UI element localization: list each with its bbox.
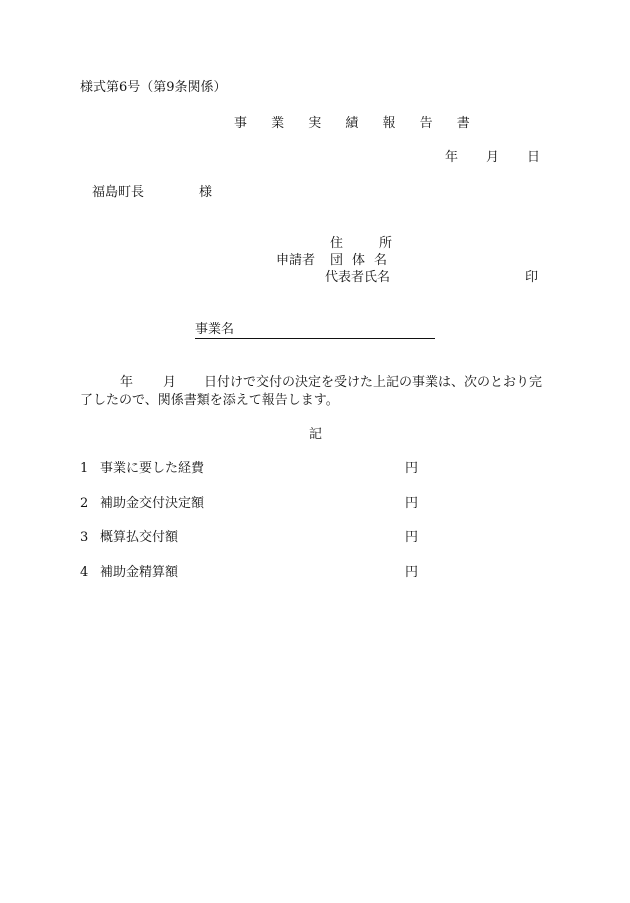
- item-unit: 円: [405, 565, 419, 580]
- project-name-label: 事業名: [195, 322, 235, 337]
- group-label-char-2: 体: [352, 253, 366, 268]
- item-row: [80, 566, 178, 579]
- item-number: 1: [80, 461, 89, 476]
- item-label: 補助金交付決定額: [100, 496, 205, 511]
- body-line1-rest: 日付けで交付の決定を受けた上記の事業は、次のとおり完: [204, 375, 543, 390]
- body-text-line-2: 了したので、関係書類を添えて報告します。: [80, 393, 339, 408]
- item-unit: 円: [405, 530, 419, 545]
- group-label-char-3: 名: [374, 253, 388, 268]
- address-label: [330, 237, 392, 250]
- body-year: 年: [120, 375, 134, 390]
- item-number: 4: [80, 565, 89, 580]
- date-year-label: 年: [445, 150, 459, 165]
- ki-heading: 記: [309, 427, 323, 442]
- addressee-honorific: 様: [199, 185, 213, 200]
- address-label-char-1: 住: [330, 236, 344, 251]
- item-number: 3: [80, 530, 89, 545]
- representative-name-label: 代表者氏名: [325, 270, 391, 285]
- document-title: 事 業 実 績 報 告 書: [234, 116, 480, 131]
- item-number: 2: [80, 496, 89, 511]
- item-label: 事業に要した経費: [100, 461, 205, 476]
- group-label-char-1: 団: [330, 253, 344, 268]
- item-label: 概算払交付額: [100, 530, 179, 545]
- group-name-label: [330, 254, 387, 267]
- date-month-label: 月: [486, 150, 500, 165]
- item-unit: 円: [405, 496, 419, 511]
- item-row: [80, 531, 178, 544]
- item-unit: 円: [405, 461, 419, 476]
- applicant-label: 申請者: [276, 253, 316, 268]
- project-name-field[interactable]: [195, 323, 435, 339]
- seal-mark: 印: [525, 270, 539, 285]
- body-month: 月: [163, 375, 177, 390]
- item-row: [80, 497, 204, 510]
- address-label-char-2: 所: [379, 236, 393, 251]
- form-number: 様式第6号（第9条関係）: [80, 80, 227, 95]
- addressee-name: 福島町長: [92, 185, 145, 200]
- item-row: [80, 462, 204, 475]
- body-text-line-1: [120, 376, 542, 389]
- item-label: 補助金精算額: [100, 565, 179, 580]
- date-day-label: 日: [527, 150, 541, 165]
